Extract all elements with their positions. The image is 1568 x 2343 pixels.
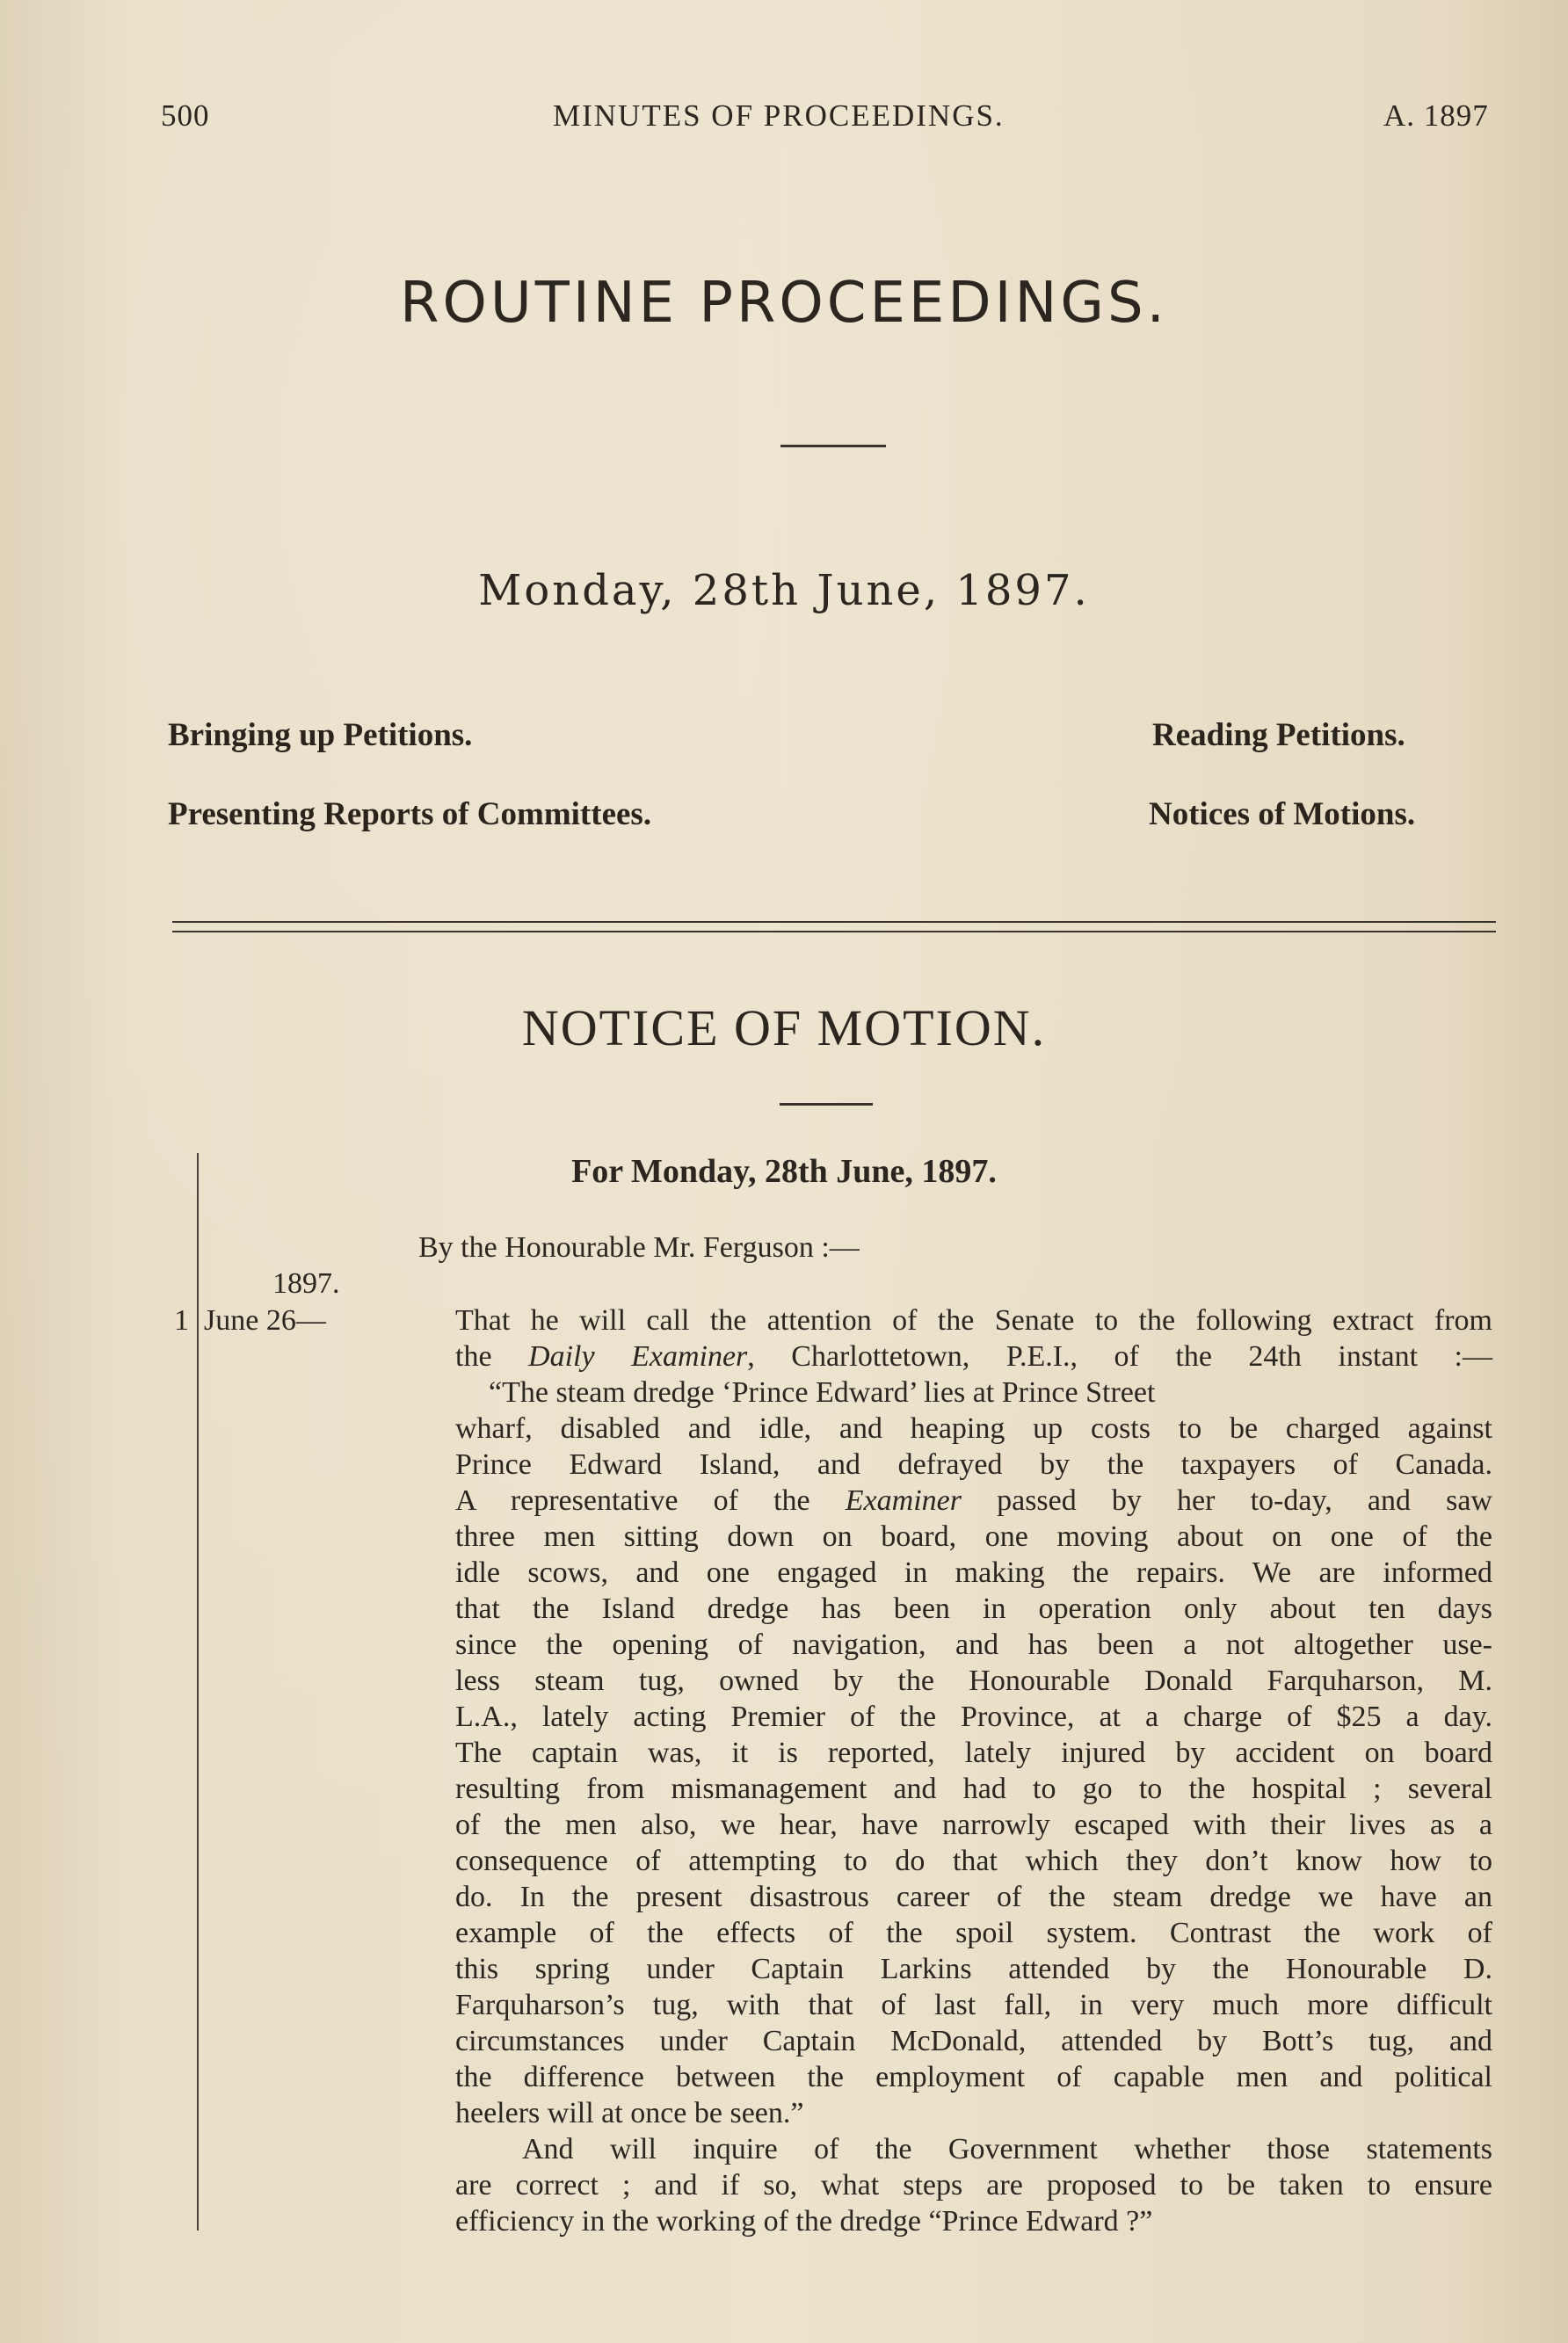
body-line: “The steam dredge ‘Prince Edward’ lies at Prince Street — [489, 1376, 1156, 1409]
body-line: of the men also, we hear, have narrowly escaped with their lives as a — [455, 1809, 1492, 1841]
for-date-heading: For Monday, 28th June, 1897. — [571, 1153, 997, 1190]
body-line: That he will call the attention of the Senate to the following extract from — [455, 1304, 1492, 1337]
body-line: idle scows, and one engaged in making the repairs. We are informed — [455, 1556, 1492, 1589]
entry-year: 1897. — [272, 1267, 340, 1300]
body-line: do. In the present disastrous career of the steam dredge we have an — [455, 1881, 1492, 1913]
body-line: Farquharson’s tug, with that of last fall, in very much more difficult — [455, 1989, 1492, 2021]
entry-number: 1 — [174, 1304, 189, 1337]
entry-date: June 26— — [204, 1304, 326, 1337]
body-line: are correct ; and if so, what steps are proposed to be taken to ensure — [455, 2169, 1492, 2202]
title-rule — [780, 445, 886, 447]
body-line: Prince Edward Island, and defrayed by the taxpayers of Canada. — [455, 1448, 1492, 1481]
body-line: resulting from mismanagement and had to go to the hospital ; several — [455, 1773, 1492, 1805]
page-number: 500 — [161, 98, 210, 133]
notice-rule — [780, 1103, 873, 1106]
mover-line: By the Honourable Mr. Ferguson :— — [418, 1231, 860, 1264]
body-line: L.A., lately acting Premier of the Province, at a charge of $25 a day. — [455, 1701, 1492, 1733]
body-line: less steam tug, owned by the Honourable Donald Farquharson, M. — [455, 1665, 1492, 1697]
body-line: consequence of attempting to do that which they don’t know how to — [455, 1845, 1492, 1877]
body-line: the difference between the employment of capable men and political — [455, 2061, 1492, 2093]
body-line: And will inquire of the Government whether those statements — [522, 2133, 1492, 2165]
body-line: wharf, disabled and idle, and heaping up costs to be charged against — [455, 1412, 1492, 1445]
body-line: the Daily Examiner, Charlottetown, P.E.I., of the 24th instant :— — [455, 1340, 1492, 1373]
body-line: example of the effects of the spoil system. Contrast the work of — [455, 1917, 1492, 1949]
body-line: three men sitting down on board, one moving about on one of the — [455, 1520, 1492, 1553]
body-line: efficiency in the working of the dredge “Prince Edward ?” — [455, 2205, 1153, 2238]
body-line: this spring under Captain Larkins attended by the Honourable D. — [455, 1953, 1492, 1985]
running-title: MINUTES OF PROCEEDINGS. — [553, 98, 1005, 133]
body-line: since the opening of navigation, and has been a not altogether use- — [455, 1628, 1492, 1661]
sitting-date: Monday, 28th June, 1897. — [478, 566, 1090, 615]
proceeding-presenting-reports: Presenting Reports of Committees. — [168, 796, 652, 832]
double-rule-bottom — [172, 931, 1496, 932]
double-rule-top — [172, 921, 1496, 923]
margin-bar — [197, 1153, 199, 2231]
body-line: heelers will at once be seen.” — [455, 2097, 804, 2129]
page-title: ROUTINE PROCEEDINGS. — [400, 271, 1168, 336]
body-line: The captain was, it is reported, lately injured by accident on board — [455, 1737, 1492, 1769]
proceeding-reading-petitions: Reading Petitions. — [1152, 717, 1405, 753]
body-line: A representative of the Examiner passed by her to-day, and saw — [455, 1484, 1492, 1517]
body-line: circumstances under Captain McDonald, attended by Bott’s tug, and — [455, 2025, 1492, 2057]
body-line: that the Island dredge has been in operation only about ten days — [455, 1592, 1492, 1625]
motion-body — [455, 1302, 1492, 2239]
notice-heading: NOTICE OF MOTION. — [521, 999, 1047, 1056]
session-label: A. 1897 — [1383, 98, 1489, 133]
proceeding-notices-of-motions: Notices of Motions. — [1149, 796, 1416, 832]
proceeding-bringing-petitions: Bringing up Petitions. — [168, 717, 473, 753]
